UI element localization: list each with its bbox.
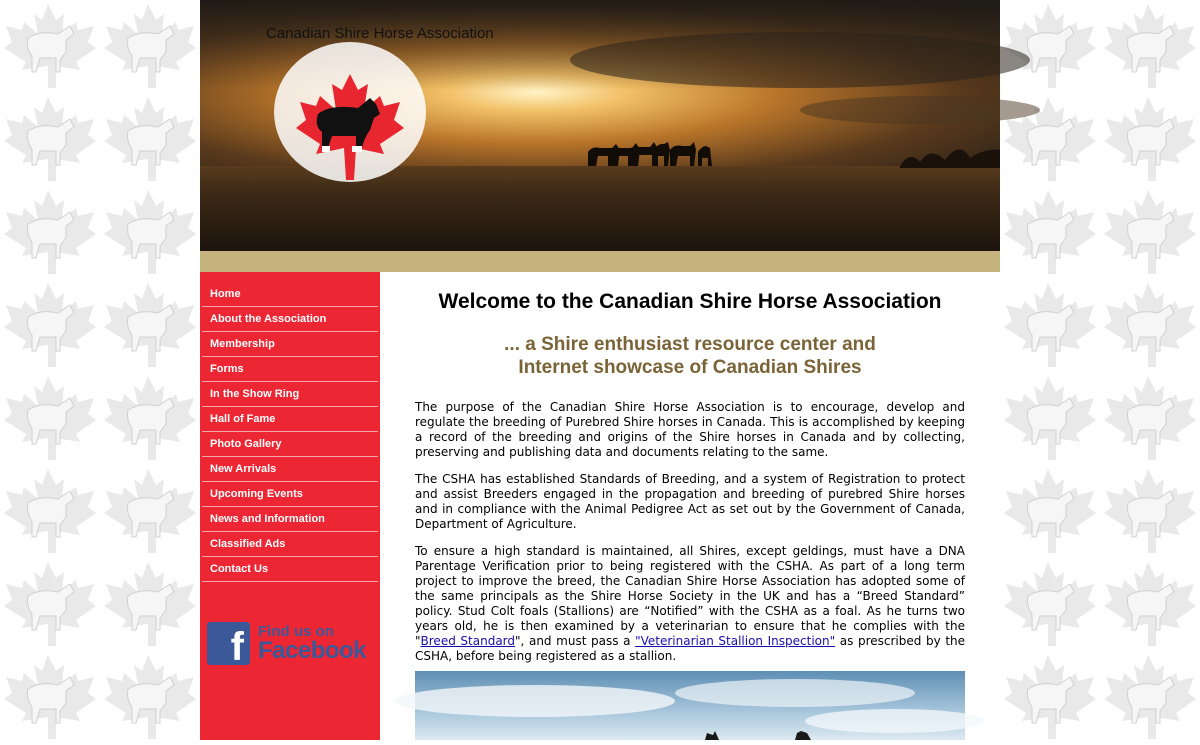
facebook-link[interactable] bbox=[207, 620, 373, 669]
nav-item-upcoming-events[interactable]: Upcoming Events bbox=[202, 482, 378, 507]
horses-photo-image bbox=[415, 671, 965, 740]
main-content bbox=[415, 272, 965, 664]
nav-item-news[interactable]: News and Information bbox=[202, 507, 378, 532]
dna-paragraph bbox=[415, 544, 965, 664]
dna-text-1: To ensure a high standard is maintained, all Shires, except geldings, must have a DNA Parentage Verification prior to being registered with the CSHA. As part of a long term project to improve the breed, the Canadian Shire Horse Association has adopted some of the same principals as the Shire Horse Society in the UK and has a “Breed Standard” policy. Stud Colt foals (Stallions) are “Notified” with the CSHA as a foal. As he turns two years old, he is then examined by a veterinarian to ensure that he complies with the " bbox=[415, 544, 965, 648]
main-navigation bbox=[200, 272, 380, 582]
subtitle-line1: ... a Shire enthusiast resource center and bbox=[504, 334, 876, 355]
nav-item-classified-ads[interactable]: Classified Ads bbox=[202, 532, 378, 557]
horses-photo bbox=[415, 671, 965, 740]
breed-standard-link[interactable]: Breed Standard bbox=[420, 634, 516, 648]
sidebar bbox=[200, 272, 380, 740]
nav-item-forms[interactable]: Forms bbox=[202, 357, 378, 382]
nav-item-about[interactable]: About the Association bbox=[202, 307, 378, 332]
facebook-icon bbox=[207, 622, 250, 669]
nav-item-new-arrivals[interactable]: New Arrivals bbox=[202, 457, 378, 482]
csha-logo bbox=[266, 25, 494, 184]
facebook-text bbox=[258, 624, 366, 663]
purpose-paragraph: The purpose of the Canadian Shire Horse Association is to encourage, develop and regulate the breeding of Purebred Shire horses in Canada. This is accomplished by keeping a record of the breeding and origins of the Shire horses in Canada and by collecting, preserving and publishing data and documents relating to the same. bbox=[415, 400, 965, 459]
header-banner bbox=[200, 0, 1000, 251]
logo-text: Canadian Shire Horse Association bbox=[266, 25, 494, 42]
facebook-line2: Facebook bbox=[258, 636, 367, 664]
subtitle-line2: Internet showcase of Canadian Shires bbox=[518, 357, 862, 378]
page-container bbox=[200, 0, 1000, 740]
nav-item-contact-us[interactable]: Contact Us bbox=[202, 557, 378, 582]
nav-item-home[interactable]: Home bbox=[202, 282, 378, 307]
page-subtitle bbox=[415, 333, 965, 379]
nav-item-hall-of-fame[interactable]: Hall of Fame bbox=[202, 407, 378, 432]
page-title: Welcome to the Canadian Shire Horse Association bbox=[438, 290, 942, 313]
nav-item-show-ring[interactable]: In the Show Ring bbox=[202, 382, 378, 407]
banner-divider-strip bbox=[200, 251, 1000, 272]
facebook-icon-glyph: f bbox=[230, 624, 244, 669]
nav-item-membership[interactable]: Membership bbox=[202, 332, 378, 357]
nav-item-photo-gallery[interactable]: Photo Gallery bbox=[202, 432, 378, 457]
facebook-line1: Find us on bbox=[258, 622, 334, 640]
dna-text-3: as prescribed by the CSHA, before being registered as a stallion. bbox=[415, 634, 966, 663]
dna-text-2: ", and must pass a bbox=[515, 634, 636, 648]
standards-paragraph: The CSHA has established Standards of Breeding, and a system of Registration to protect and assist Breeders engaged in the propagation and breeding of purebred Shire horses and in compliance with the Animal Pedigree Act as set out by the Government of Canada, Department of Agriculture. bbox=[415, 472, 965, 531]
vet-inspection-link[interactable]: "Veterinarian Stallion Inspection" bbox=[635, 634, 836, 648]
